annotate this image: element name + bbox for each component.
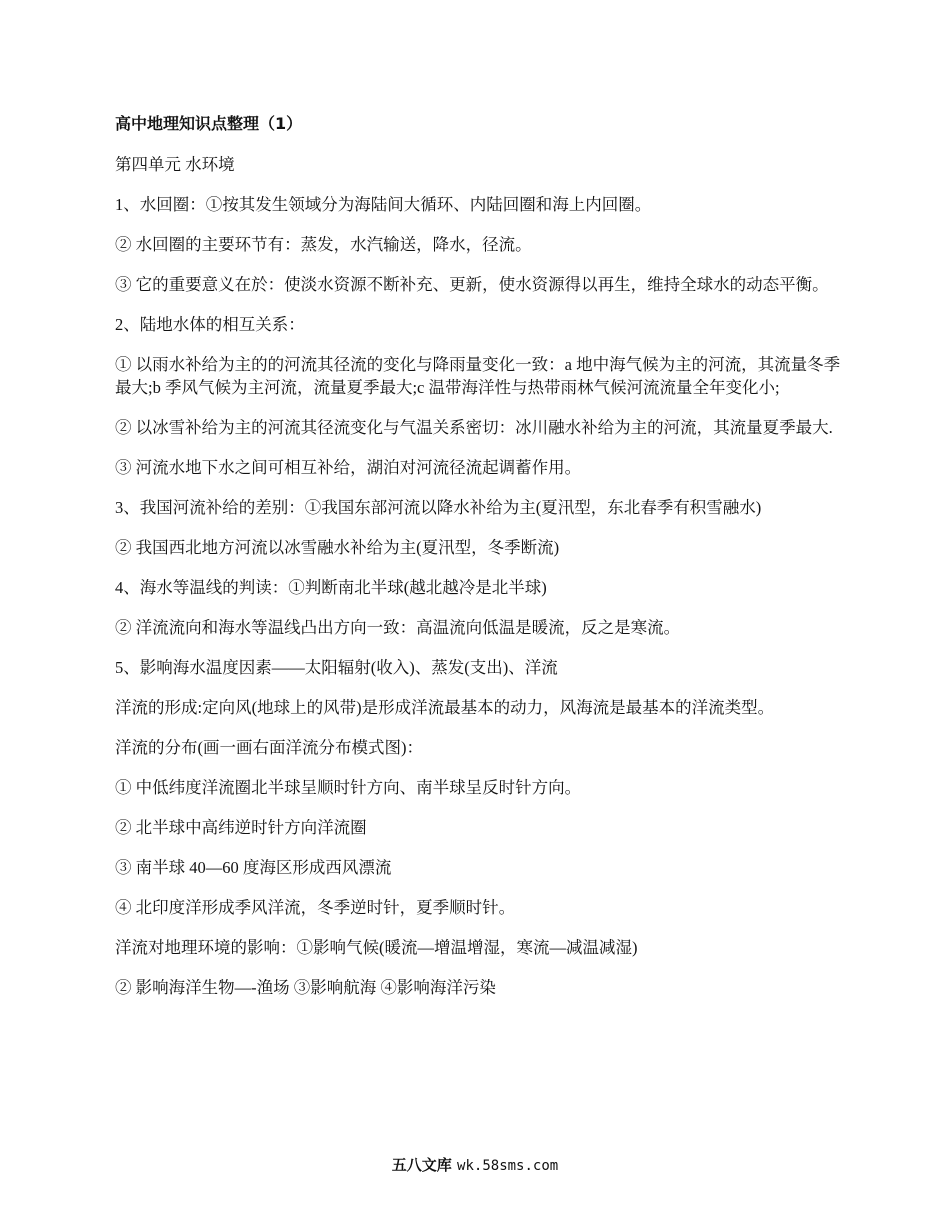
paragraph: ② 我国西北地方河流以冰雪融水补给为主(夏汛型，冬季断流) (115, 538, 560, 557)
paragraph: ③ 南半球 40—60 度海区形成西风漂流 (115, 858, 392, 877)
paragraph: ④ 北印度洋形成季风洋流，冬季逆时针，夏季顺时针。 (115, 898, 516, 917)
document-title: 高中地理知识点整理（1） (115, 114, 303, 133)
paragraph: ② 以冰雪补给为主的河流其径流变化与气温关系密切：冰川融水补给为主的河流，其流量夏季最大. (115, 418, 833, 437)
document-body (115, 112, 855, 1016)
paragraph: 2、陆地水体的相互关系： (115, 315, 305, 334)
paragraph: ③ 河流水地下水之间可相互补给，湖泊对河流径流起调蓄作用。 (115, 458, 582, 477)
paragraph-unit-heading: 第四单元 水环境 (115, 155, 235, 174)
paragraph: 洋流的形成:定向风(地球上的风带)是形成洋流最基本的动力，风海流是最基本的洋流类型。 (115, 698, 775, 717)
paragraph: ② 洋流流向和海水等温线凸出方向一致：高温流向低温是暖流，反之是寒流。 (115, 618, 681, 637)
paragraph: 5、影响海水温度因素——太阳辐射(收入)、蒸发(支出)、洋流 (115, 658, 558, 677)
paragraph: ① 以雨水补给为主的的河流其径流的变化与降雨量变化一致：a 地中海气候为主的河流，其流量冬季最大;b 季风气候为主河流，流量夏季最大;c 温带海洋性与热带雨林气候河流流量全年变化小; (115, 355, 841, 397)
paragraph: ③ 它的重要意义在於：使淡水资源不断补充、更新，使水资源得以再生，维持全球水的动态平衡。 (115, 275, 829, 294)
paragraph: 洋流的分布(画一画右面洋流分布模式图)： (115, 738, 423, 757)
paragraph: 4、海水等温线的判读：①判断南北半球(越北越冷是北半球) (115, 578, 547, 597)
paragraph: ② 水回圈的主要环节有：蒸发，水汽输送，降水，径流。 (115, 235, 532, 254)
paragraph: ② 北半球中高纬逆时针方向洋流圈 (115, 818, 367, 837)
paragraph: 3、我国河流补给的差别：①我国东部河流以降水补给为主(夏汛型，东北春季有积雪融水) (115, 498, 762, 517)
paragraph: ② 影响海洋生物—-渔场 ③影响航海 ④影响海洋污染 (115, 978, 496, 997)
footer-site-name: 五八文库 (391, 1156, 452, 1174)
paragraph: 洋流对地理环境的影响：①影响气候(暖流—增温增湿，寒流—减温减湿) (115, 938, 638, 957)
footer-url[interactable]: wk.58sms.com (457, 1158, 559, 1174)
paragraph: ① 中低纬度洋流圈北半球呈顺时针方向、南半球呈反时针方向。 (115, 778, 582, 797)
paragraph: 1、水回圈：①按其发生领域分为海陆间大循环、内陆回圈和海上内回圈。 (115, 195, 652, 214)
page-footer (0, 1154, 950, 1175)
